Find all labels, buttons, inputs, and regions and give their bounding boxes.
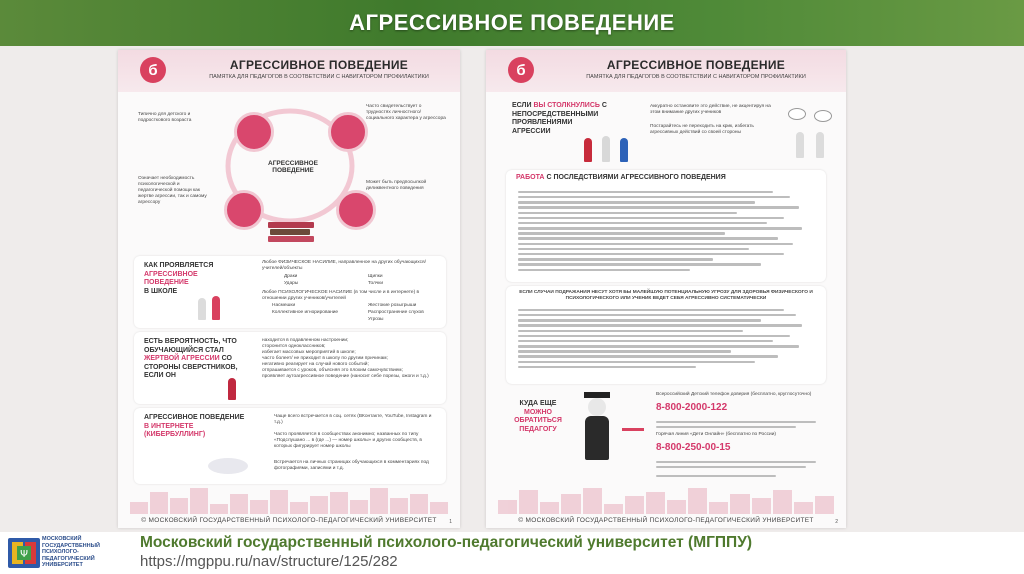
fight-icon bbox=[328, 112, 368, 152]
university-logo-icon bbox=[6, 536, 42, 570]
page2-footer: © МОСКОВСКИЙ ГОСУДАРСТВЕННЫЙ ПСИХОЛОГО-ПЕДАГОГИЧЕСКИЙ УНИВЕРСИТЕТ bbox=[518, 517, 814, 524]
slide-title: АГРЕССИВНОЕ ПОВЕДЕНИЕ bbox=[349, 10, 675, 35]
speech-icon bbox=[336, 190, 376, 230]
hotline-1-label: Всероссийский Детский телефон доверия (бесплатно, круглосуточно) bbox=[656, 392, 812, 397]
psychological-violence-label: Любое ПСИХОЛОГИЧЕСКОЕ НАСИЛИЕ (в том числе и в интернете) в отношении других учеников/учителей bbox=[262, 290, 420, 301]
university-logo-text: МОСКОВСКИЙ ГОСУДАРСТВЕННЫЙ ПСИХОЛОГО-ПЕДАГОГИЧЕСКИЙ УНИВЕРСИТЕТ bbox=[42, 536, 100, 568]
page2-header bbox=[486, 50, 846, 92]
encounter-title: ЕСЛИ ВЫ СТОЛКНУЛИСЬ С НЕПОСРЕДСТВЕННЫМИ ПРОЯВЛЕНИЯМИ АГРЕССИИ bbox=[512, 102, 607, 135]
psych-item: Насмешки bbox=[272, 303, 296, 308]
discussion-figures-icon bbox=[786, 108, 838, 162]
memo-page-1 bbox=[118, 50, 460, 528]
physical-item: Драки bbox=[284, 274, 298, 279]
slide-stage bbox=[0, 46, 1024, 532]
school-manifestation-panel bbox=[134, 256, 446, 328]
physical-item: Щипки bbox=[368, 274, 383, 279]
memo-page-2 bbox=[486, 50, 846, 528]
slide-bottom-bar bbox=[0, 532, 1024, 574]
hotline-1-number: 8-800-2000-122 bbox=[656, 402, 728, 413]
cyberbullying-panel bbox=[134, 408, 446, 484]
victim-sign: находится в подавленном настроении; bbox=[262, 338, 349, 343]
people-icon bbox=[234, 112, 274, 152]
hotline-2-label: Горячая линия «Дети Онлайн» (бесплатно по России) bbox=[656, 432, 776, 437]
psych-item: Коллективное игнорирование bbox=[272, 310, 339, 315]
books-icon bbox=[268, 222, 314, 248]
brand-logo-icon: б bbox=[508, 57, 534, 83]
page2-header-title: АГРЕССИВНОЕ ПОВЕДЕНИЕ bbox=[606, 58, 786, 72]
university-name: Московский государственный психолого-педагогический университет (МГППУ) bbox=[140, 534, 752, 551]
aggression-diagram bbox=[118, 94, 460, 254]
diagram-center-label: АГРЕССИВНОЕ ПОВЕДЕНИЕ bbox=[268, 160, 318, 174]
victim-signs-list bbox=[262, 338, 440, 380]
victim-sign: негативно реагирует на случай нового событий; bbox=[262, 362, 369, 367]
contacts-arrow-icon bbox=[622, 428, 644, 431]
school-figures-icon bbox=[194, 296, 234, 322]
victim-sign: часто болеет/ не приходит в школу по другим причинам; bbox=[262, 356, 388, 361]
handshake-icon bbox=[224, 190, 264, 230]
page1-number: 1 bbox=[449, 519, 452, 525]
cyber-title: АГРЕССИВНОЕ ПОВЕДЕНИЕ В ИНТЕРНЕТЕ (КИБЕРБУЛЛИНГ) bbox=[144, 414, 245, 438]
school-title: КАК ПРОЯВЛЯЕТСЯ АГРЕССИВНОЕ ПОВЕДЕНИЕ В ШКОЛЕ bbox=[144, 262, 214, 295]
victim-title: ЕСТЬ ВЕРОЯТНОСТЬ, ЧТО ОБУЧАЮЩИЙСЯ СТАЛ ЖЕРТВОЙ АГРЕССИИ СО СТОРОНЫ СВЕРСТНИКОВ, ЕСЛИ ОН bbox=[144, 338, 238, 379]
fact-help-needed: Означает необходимость психологической и педагогической помощи как жертве агрессии, так и самому агрессору bbox=[138, 176, 207, 205]
contacts-title: КУДА ЕЩЕ МОЖНО ОБРАТИТЬСЯ ПЕДАГОГУ bbox=[514, 400, 562, 433]
page1-footer: © МОСКОВСКИЙ ГОСУДАРСТВЕННЫЙ ПСИХОЛОГО-ПЕДАГОГИЧЕСКИЙ УНИВЕРСИТЕТ bbox=[141, 517, 437, 524]
physical-violence-label: Любое ФИЗИЧЕСКОЕ НАСИЛИЕ, направленное на других обучающихся/учителей/объекты bbox=[262, 260, 426, 271]
page2-header-subtitle: ПАМЯТКА ДЛЯ ПЕДАГОГОВ В СООТВЕТСТВИИ С НАВИГАТОРОМ ПРОФИЛАКТИКИ bbox=[586, 74, 806, 80]
page1-header-title: АГРЕССИВНОЕ ПОВЕДЕНИЕ bbox=[229, 58, 409, 72]
victim-figure-icon bbox=[220, 376, 244, 402]
fact-difficulties: Часто свидетельствует о трудностях личностного/социального характера у агрессора bbox=[366, 104, 446, 121]
teacher-figure-icon bbox=[572, 392, 622, 484]
mouse-icon bbox=[208, 458, 248, 474]
cyber-text-2: Часто проявляется в сообществах анонимно; названных по типу «Подслушано ... в (где ...) — номер школы» и других сообществ, в которых фигурирует номер школы bbox=[274, 432, 422, 449]
encounter-section bbox=[486, 96, 846, 166]
physical-item: Удары bbox=[284, 281, 299, 286]
victim-sign: сторонится одноклассников; bbox=[262, 344, 326, 349]
consequences-text bbox=[518, 188, 814, 274]
encounter-tip-1: Аккуратно остановите это действие, не акцентируя на этом внимание других учеников bbox=[650, 104, 771, 115]
fact-typical: Типично для детского и подросткового возраста bbox=[138, 112, 192, 123]
brand-logo-icon: б bbox=[140, 57, 166, 83]
page1-header-subtitle: ПАМЯТКА ДЛЯ ПЕДАГОГОВ В СООТВЕТСТВИИ С НАВИГАТОРОМ ПРОФИЛАКТИКИ bbox=[209, 74, 429, 80]
conflict-figures-icon bbox=[578, 132, 638, 164]
encounter-tip-2: Постарайтесь не переходить на крик, избегать агрессивных действий со своей стороны bbox=[650, 124, 754, 135]
victim-sign: отпрашивается с уроков, объясняя это плохим самочувствием; bbox=[262, 368, 403, 373]
contacts-section bbox=[506, 388, 826, 488]
city-skyline-icon bbox=[130, 488, 448, 514]
page2-number: 2 bbox=[835, 519, 838, 525]
cyber-text-3: Встречается на личных страницах обучающихся в комментариях под фотографиями, записями и т.д. bbox=[274, 460, 429, 471]
psych-item: Распространение слухов bbox=[368, 310, 424, 315]
threat-text bbox=[518, 306, 814, 371]
victim-sign: проявляет аутоагрессивное поведение (наносит себе порезы, ожоги и т.д.) bbox=[262, 374, 429, 379]
university-url[interactable]: https://mgppu.ru/nav/structure/125/282 bbox=[140, 553, 398, 570]
consequences-title: РАБОТА С ПОСЛЕДСТВИЯМИ АГРЕССИВНОГО ПОВЕДЕНИЯ bbox=[516, 174, 726, 181]
psych-item: Угрозы bbox=[368, 317, 384, 322]
victim-sign: избегает массовых мероприятий в школе; bbox=[262, 350, 356, 355]
threat-heading: ЕСЛИ СЛУЧАИ ПОДРАЖАНИЯ НЕСУТ ХОТЯ БЫ МАЛЕЙШУЮ ПОТЕНЦИАЛЬНУЮ УГРОЗУ ДЛЯ ЗДОРОВЬЯ ФИЗИЧЕСКОГО И ПСИХОЛОГИЧЕСКОГО ИЛИ УЧЕНИК ВЕДЕТ СЕБЯ АГРЕССИВНО СИСТЕМАТИЧЕСКИ bbox=[519, 290, 813, 301]
svg-text:Ψ: Ψ bbox=[20, 549, 28, 560]
city-skyline-icon bbox=[498, 488, 834, 514]
cyber-text-1: Чаще всего встречается в соц. сетях (ВКонтакте, YouTube, Instagram и т.д.) bbox=[274, 414, 432, 425]
physical-item: Толчки bbox=[368, 281, 384, 286]
threat-panel bbox=[506, 286, 826, 384]
slide-title-bar bbox=[0, 0, 1024, 46]
victim-signs-panel bbox=[134, 332, 446, 404]
consequences-panel bbox=[506, 170, 826, 282]
fact-delinquent: Может быть предпосылкой деликвентного поведения bbox=[366, 180, 427, 191]
hotline-2-number: 8-800-250-00-15 bbox=[656, 442, 731, 453]
page1-header bbox=[118, 50, 460, 92]
psych-item: Жестокие розыгрыши bbox=[368, 303, 417, 308]
